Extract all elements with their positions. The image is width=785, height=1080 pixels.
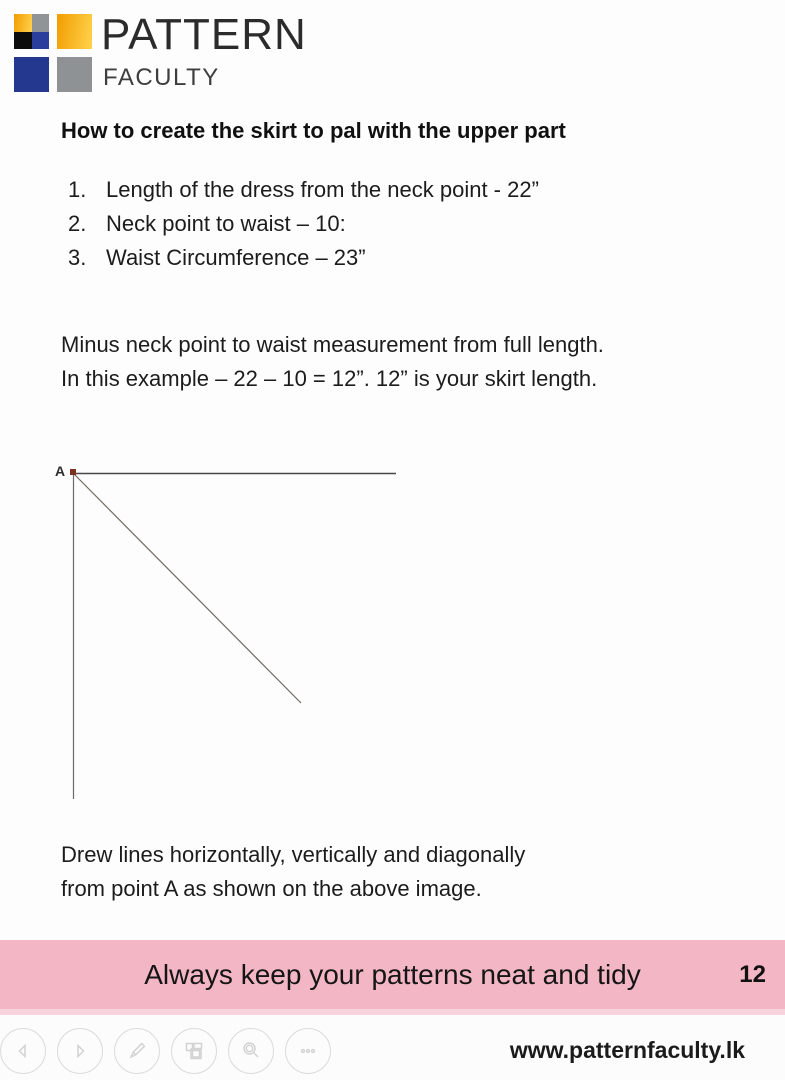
list-item [68, 173, 539, 207]
next-page-button[interactable] [57, 1028, 103, 1074]
list-item-number: 2. [68, 211, 87, 236]
list-item-number: 3. [68, 245, 87, 270]
pencil-icon [125, 1039, 149, 1063]
footer-banner [0, 940, 785, 1015]
copy-pages-button[interactable] [171, 1028, 217, 1074]
edit-button[interactable] [114, 1028, 160, 1074]
pattern-faculty-logo [14, 14, 92, 92]
logo-title: PATTERN [101, 10, 307, 59]
list-item-text: Length of the dress from the neck point - 22” [106, 177, 539, 202]
logo-gray-square [57, 57, 92, 92]
measurement-list [68, 173, 539, 275]
search-button[interactable] [228, 1028, 274, 1074]
search-icon [239, 1039, 263, 1063]
logo-quadrant-black [14, 32, 32, 50]
list-item [68, 241, 539, 275]
note-line: from point A as shown on the above image. [61, 876, 482, 901]
arrow-right-icon [68, 1039, 92, 1063]
logo-subdivided-square [14, 14, 49, 49]
logo-blue-square [14, 57, 49, 92]
list-item-text: Waist Circumference – 23” [106, 245, 366, 270]
list-item-number: 1. [68, 177, 87, 202]
more-options-button[interactable] [285, 1028, 331, 1074]
note-line: Drew lines horizontally, vertically and diagonally [61, 842, 526, 867]
logo-quadrant-gray [32, 14, 50, 32]
logo-subtitle: FACULTY [103, 64, 220, 91]
page-title: How to create the skirt to pal with the upper part [61, 118, 566, 143]
paragraph-line: In this example – 22 – 10 = 12”. 12” is your skirt length. [61, 366, 598, 391]
website-url: www.patternfaculty.lk [509, 1037, 745, 1063]
ellipsis-icon [296, 1039, 320, 1063]
list-item-text: Neck point to waist – 10: [106, 211, 346, 236]
paragraph-line: Minus neck point to waist measurement from full length. [61, 332, 604, 357]
logo-quadrant-blue [32, 32, 50, 50]
arrow-left-icon [11, 1039, 35, 1063]
point-a-dot [70, 469, 76, 475]
logo-orange-square [57, 14, 92, 49]
previous-page-button[interactable] [0, 1028, 46, 1074]
toolbar-buttons [0, 1028, 331, 1074]
copy-pages-icon [182, 1039, 206, 1063]
calculation-paragraph [61, 328, 604, 396]
diagram-note [61, 838, 525, 906]
diagonal-line [74, 474, 301, 703]
banner-text: Always keep your patterns neat and tidy [144, 958, 641, 990]
logo-quadrant-orange [14, 14, 32, 32]
list-item [68, 207, 539, 241]
viewer-toolbar [0, 1015, 785, 1080]
point-a-label: A [55, 463, 66, 479]
page-number: 12 [739, 960, 766, 988]
